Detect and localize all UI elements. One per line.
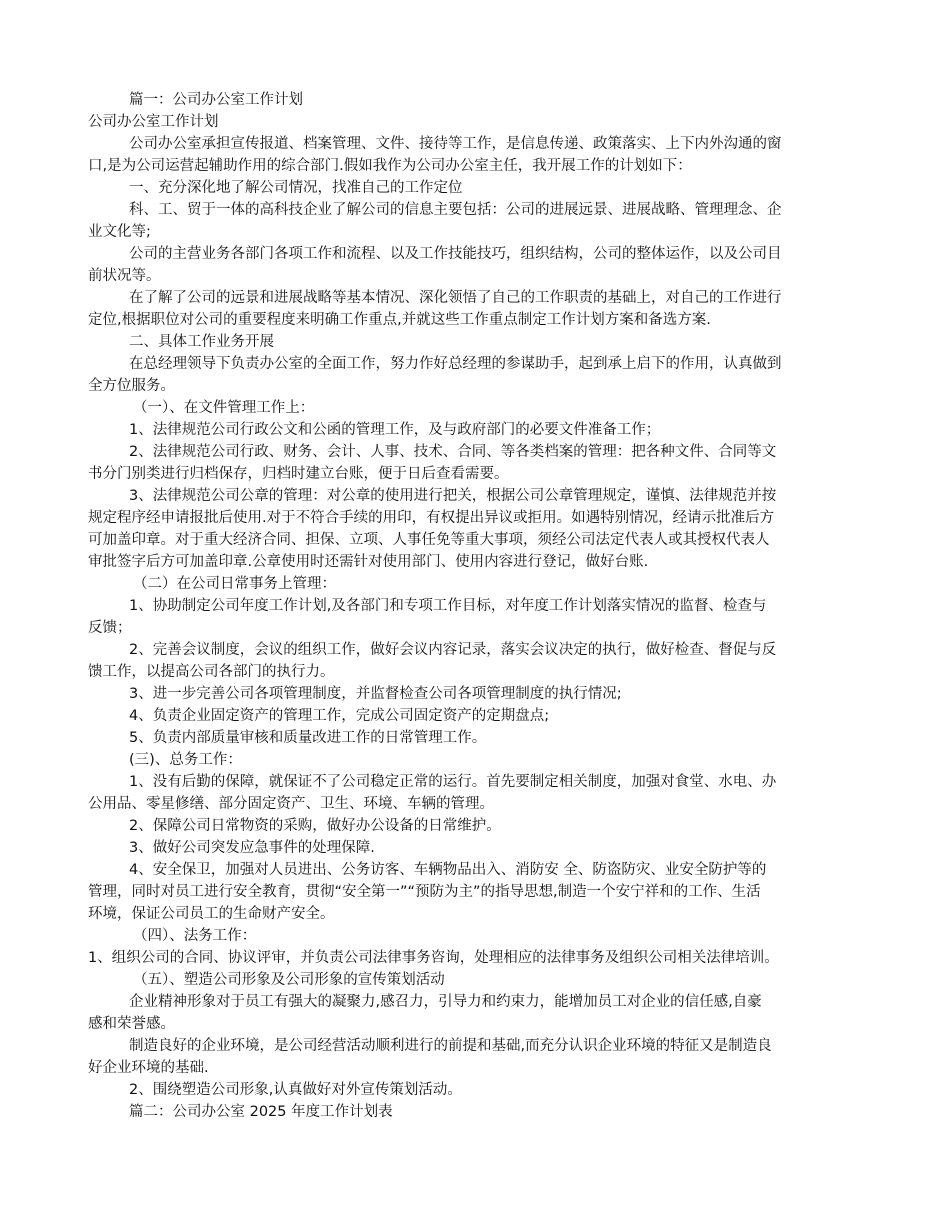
text-line: 1、法律规范公司行政公文和公函的管理工作，及与政府部门的必要文件准备工作； <box>129 422 661 438</box>
text-line: 2、保障公司日常物资的采购，做好办公设备的日常维护。 <box>129 818 501 834</box>
text-line: 3、做好公司突发应急事件的处理保障. <box>129 840 375 856</box>
text-line: 篇一：公司办公室工作计划 <box>129 92 303 108</box>
text-line: 反馈； <box>88 620 132 636</box>
text-line: 1、组织公司的合同、协议评审，并负责公司法律事务咨询，处理相应的法律事务及组织公司相关法律培训。 <box>88 950 779 966</box>
text-line: 二、具体工作业务开展 <box>129 334 274 350</box>
text-line: 全方位服务。 <box>88 378 175 394</box>
text-line: 一、充分深化地了解公司情况，找准自己的工作定位 <box>129 180 463 196</box>
text-line: 馈工作，以提高公司各部门的执行力。 <box>88 664 335 680</box>
text-line: 好企业环境的基础. <box>88 1060 209 1076</box>
text-line: （二）在公司日常事务上管理： <box>133 576 336 592</box>
text-line: 公用品、零星修缮、部分固定资产、卫生、环境、车辆的管理。 <box>88 796 494 812</box>
text-line: 业文化等; <box>88 224 151 240</box>
text-line: 科、工、贸于一体的高科技企业了解公司的信息主要包括：公司的进展远景、进展战略、管理理念、企 <box>129 202 782 218</box>
text-line: （四）、法务工作： <box>133 928 257 944</box>
text-line: 管理，同时对员工进行安全教育，贯彻“安全第一”“预防为主”的指导思想,制造一个安宁祥和的工作、生活 <box>88 884 761 900</box>
text-line: 4、负责企业固定资产的管理工作，完成公司固定资产的定期盘点; <box>129 708 550 724</box>
text-line: 公司办公室工作计划 <box>88 114 219 130</box>
text-line: 可加盖印章。对于重大经济合同、担保、立项、人事任免等重大事项，须经公司法定代表人或其授权代表人 <box>88 532 770 548</box>
text-line: 1、没有后勤的保障，就保证不了公司稳定正常的运行。首先要制定相关制度，加强对食堂、水电、办 <box>129 774 777 790</box>
text-line: 规定程序经申请报批后使用.对于不符合手续的用印，有权提出异议或拒用。如遇特别情况，经请示批准后方 <box>88 510 775 526</box>
text-line: 在总经理领导下负责办公室的全面工作，努力作好总经理的参谋助手，起到承上启下的作用，认真做到 <box>129 356 782 372</box>
text-line: （五）、塑造公司形象及公司形象的宣传策划活动 <box>133 972 445 988</box>
text-line: 前状况等。 <box>88 268 161 284</box>
text-line: 1、协助制定公司年度工作计划,及各部门和专项工作目标，对年度工作计划落实情况的监督、检查与 <box>129 598 767 614</box>
text-line: 在了解了公司的远景和进展战略等基本情况、深化领悟了自己的工作职责的基础上，对自己的工作进行 <box>129 290 782 306</box>
text-line: 2、法律规范公司行政、财务、会计、人事、技术、合同、等各类档案的管理：把各种文件、合同等文 <box>129 444 777 460</box>
text-line: 3、法律规范公司公章的管理：对公章的使用进行把关，根据公司公章管理规定，谨慎、法律规范并按 <box>129 488 777 504</box>
text-line: （一）、在文件管理工作上： <box>133 400 315 416</box>
text-line: 定位,根据职位对公司的重要程度来明确工作重点,并就这些工作重点制定工作计划方案和备选方案. <box>88 312 711 328</box>
text-line: 书分门别类进行归档保存，归档时建立台账，便于日后查看需要。 <box>88 466 509 482</box>
text-line: 环境，保证公司员工的生命财产安全。 <box>88 906 335 922</box>
text-line: 企业精神形象对于员工有强大的凝聚力,感召力，引导力和约束力，能增加员工对企业的信任感,自豪 <box>129 994 762 1010</box>
text-line: 5、负责内部质量审核和质量改进工作的日常管理工作。 <box>129 730 487 746</box>
text-line: 4、安全保卫，加强对人员进出、公务访客、车辆物品出入、消防安 全、防盗防灾、业安全防护等的 <box>129 862 767 878</box>
text-line: 公司的主营业务各部门各项工作和流程、以及工作技能技巧，组织结构，公司的整体运作，以及公司目 <box>129 246 782 262</box>
text-line: 制造良好的企业环境，是公司经营活动顺利进行的前提和基础,而充分认识企业环境的特征又是制造良 <box>129 1038 772 1054</box>
text-line: 2、完善会议制度，会议的组织工作，做好会议内容记录，落实会议决定的执行，做好检查、督促与反 <box>129 642 777 658</box>
text-line: 2、围绕塑造公司形象,认真做好对外宣传策划活动。 <box>129 1082 462 1098</box>
text-line: (三)、总务工作： <box>129 752 242 768</box>
text-line: 3、进一步完善公司各项管理制度，并监督检查公司各项管理制度的执行情况; <box>129 686 622 702</box>
text-line: 审批签字后方可加盖印章.公章使用时还需针对使用部门、使用内容进行登记，做好台账. <box>88 554 649 570</box>
document-body <box>88 89 863 1123</box>
text-line: 感和荣誉感。 <box>88 1016 175 1032</box>
text-line: 篇二：公司办公室 2025 年度工作计划表 <box>129 1104 393 1120</box>
text-line: 公司办公室承担宣传报道、档案管理、文件、接待等工作，是信息传递、政策落实、上下内外沟通的窗 <box>129 136 782 152</box>
text-line: 口,是为公司运营起辅助作用的综合部门.假如我作为公司办公室主任，我开展工作的计划如下： <box>88 158 692 174</box>
